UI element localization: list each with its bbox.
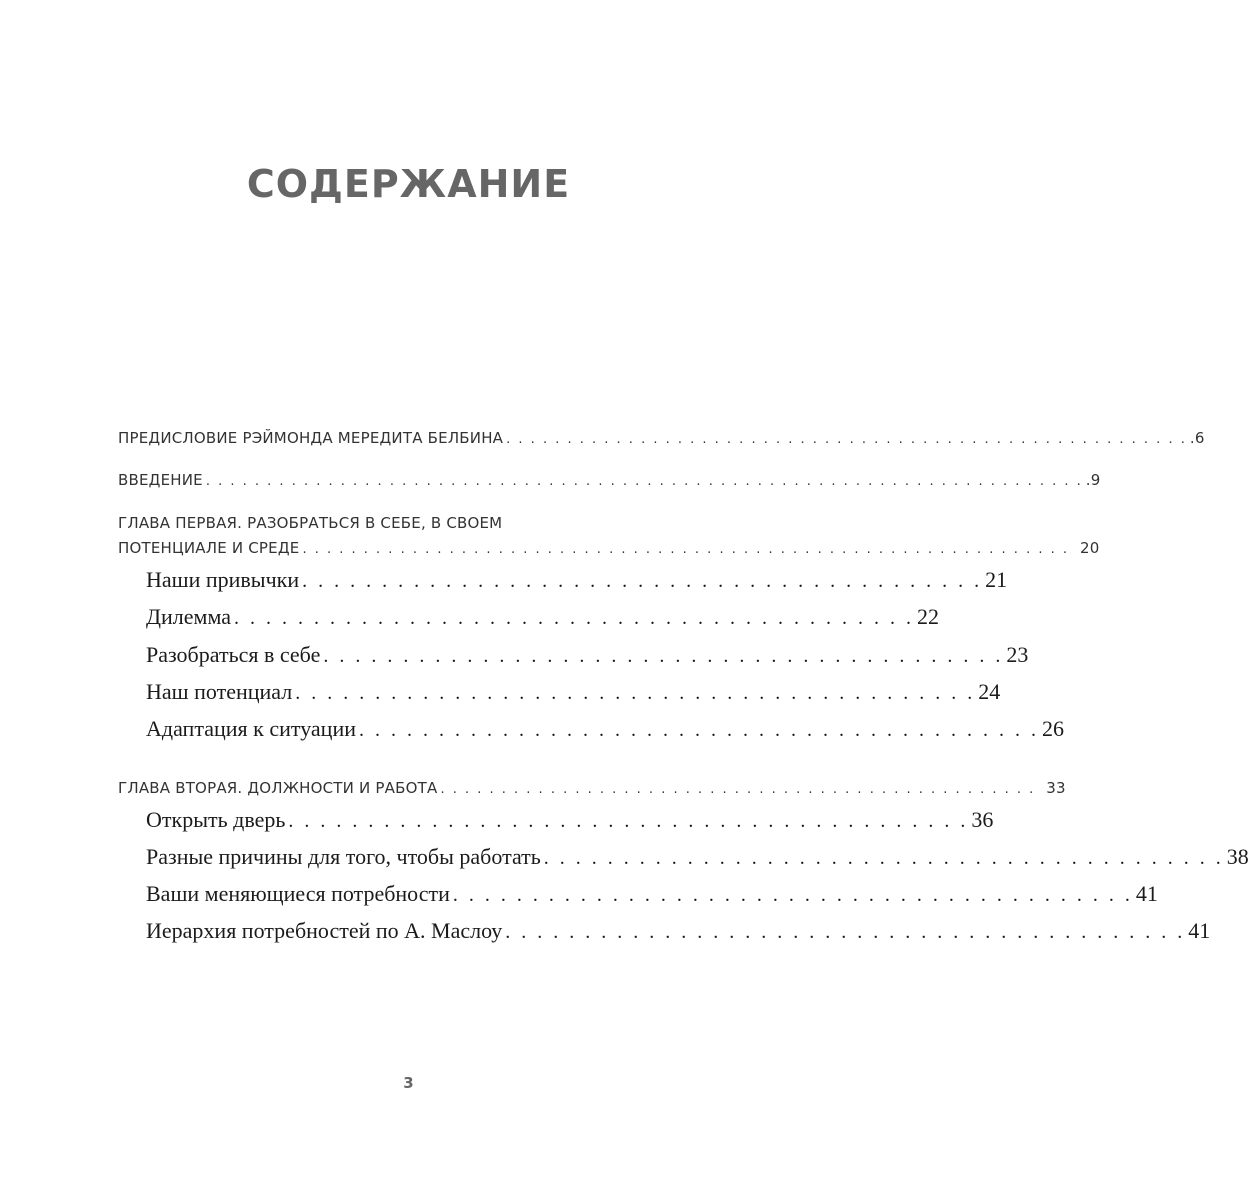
toc-page-number: 21	[985, 567, 1008, 592]
toc-page-number: 36	[971, 807, 994, 832]
toc-section[interactable]	[146, 806, 994, 835]
dot-leader: . . . . . . . . . . . . . . . . . . . . . . . . . . . . . . . . . . . . . . . . . . .	[323, 645, 1004, 667]
dot-leader: . . . . . . . . . . . . . . . . . . . . . . . . . . . . . . . . . . . . . . . . . . .	[452, 884, 1133, 906]
toc-entry-introduction[interactable]	[118, 470, 1101, 492]
dot-leader: . . . . . . . . . . . . . . . . . . . . . . . . . . . . . . . . . . . . . . . . . . . . . . . . .	[440, 782, 1036, 797]
dot-leader: . . . . . . . . . . . . . . . . . . . . . . . . . . . . . . . . . . . . . . . . . . . . . . . . . . . . . . . . . . . . . . .	[302, 542, 1069, 557]
toc-page-number: 23	[1006, 642, 1029, 667]
toc-page-number: 38	[1226, 844, 1249, 869]
toc-section[interactable]	[146, 843, 1249, 872]
toc-section-label: Ваши меняющиеся потребности	[146, 881, 450, 906]
toc-section-label: Разобраться в себе	[146, 642, 321, 667]
toc-page-number: 26	[1042, 716, 1064, 741]
page-title: СОДЕРЖАНИЕ	[246, 162, 571, 206]
toc-page-number: 22	[916, 604, 939, 629]
dot-leader: . . . . . . . . . . . . . . . . . . . . . . . . . . . . . . . . . . . . . . . . . . . . . . . . . . . . . . . . . . . . . . . . . . . . . . . .	[205, 474, 1083, 489]
toc-page-number: 20	[1080, 539, 1100, 557]
page-number: 3	[403, 1074, 414, 1092]
dot-leader: . . . . . . . . . . . . . . . . . . . . . . . . . . . . . . . . . . . . . . . . . . .	[302, 570, 983, 592]
toc-entry-preface[interactable]	[118, 428, 1205, 450]
toc-section[interactable]	[146, 715, 1064, 744]
dot-leader: . . . . . . . . . . . . . . . . . . . . . . . . . . . . . . . . . . . . . . . . . . .	[295, 682, 976, 704]
toc-entry-label: ПОТЕНЦИАЛЕ И СРЕДЕ	[118, 539, 300, 557]
toc-chapter-1-title-line1[interactable]: ГЛАВА ПЕРВАЯ. РАЗОБРАТЬСЯ В СЕБЕ, В СВОЕМ	[118, 514, 503, 532]
toc-page-number: 41	[1188, 918, 1211, 943]
toc-section[interactable]	[146, 678, 1001, 707]
dot-leader: . . . . . . . . . . . . . . . . . . . . . . . . . . . . . . . . . . . . . . . . . . .	[543, 847, 1224, 869]
toc-section[interactable]	[146, 641, 1029, 670]
toc-section-label: Открыть дверь	[146, 807, 286, 832]
dot-leader: . . . . . . . . . . . . . . . . . . . . . . . . . . . . . . . . . . . . . . . . . . .	[233, 607, 914, 629]
toc-page-number: 33	[1046, 779, 1066, 797]
toc-section-label: Иерархия потребностей по А. Маслоу	[146, 918, 503, 943]
toc-section-label: Дилемма	[146, 604, 231, 629]
toc-entry-label: ПРЕДИСЛОВИЕ РЭЙМОНДА МЕРЕДИТА БЕЛБИНА	[118, 429, 504, 447]
toc-section-label: Разные причины для того, чтобы работать	[146, 844, 541, 869]
toc-entry-chapter-1[interactable]	[118, 538, 1100, 560]
toc-section-label: Наши привычки	[146, 567, 300, 592]
toc-section[interactable]	[146, 603, 939, 632]
toc-section-label: Адаптация к ситуации	[146, 716, 356, 741]
toc-page-number: .9	[1085, 471, 1101, 489]
toc-section[interactable]	[146, 880, 1158, 909]
toc-page-number: 24	[978, 679, 1001, 704]
toc-section-label: Наш потенциал	[146, 679, 293, 704]
toc-entry-label: ВВЕДЕНИЕ	[118, 471, 203, 489]
toc-section[interactable]	[146, 917, 1211, 946]
dot-leader: . . . . . . . . . . . . . . . . . . . . . . . . . . . . . . . . . . . . . . . . . . .	[288, 810, 969, 832]
dot-leader: . . . . . . . . . . . . . . . . . . . . . . . . . . . . . . . . . . . . . . . . . . . . . . . . . . . . . . . .	[506, 432, 1187, 447]
toc-entry-label: ГЛАВА ВТОРАЯ. ДОЛЖНОСТИ И РАБОТА	[118, 779, 438, 797]
toc-entry-chapter-2[interactable]	[118, 778, 1066, 800]
dot-leader: . . . . . . . . . . . . . . . . . . . . . . . . . . . . . . . . . . . . . . . . . . .	[505, 921, 1186, 943]
toc-page-number: 41	[1135, 881, 1158, 906]
dot-leader: . . . . . . . . . . . . . . . . . . . . . . . . . . . . . . . . . . . . . . . . . . .	[359, 719, 1039, 741]
toc-section[interactable]	[146, 566, 1008, 595]
toc-page-number: .6	[1189, 429, 1205, 447]
